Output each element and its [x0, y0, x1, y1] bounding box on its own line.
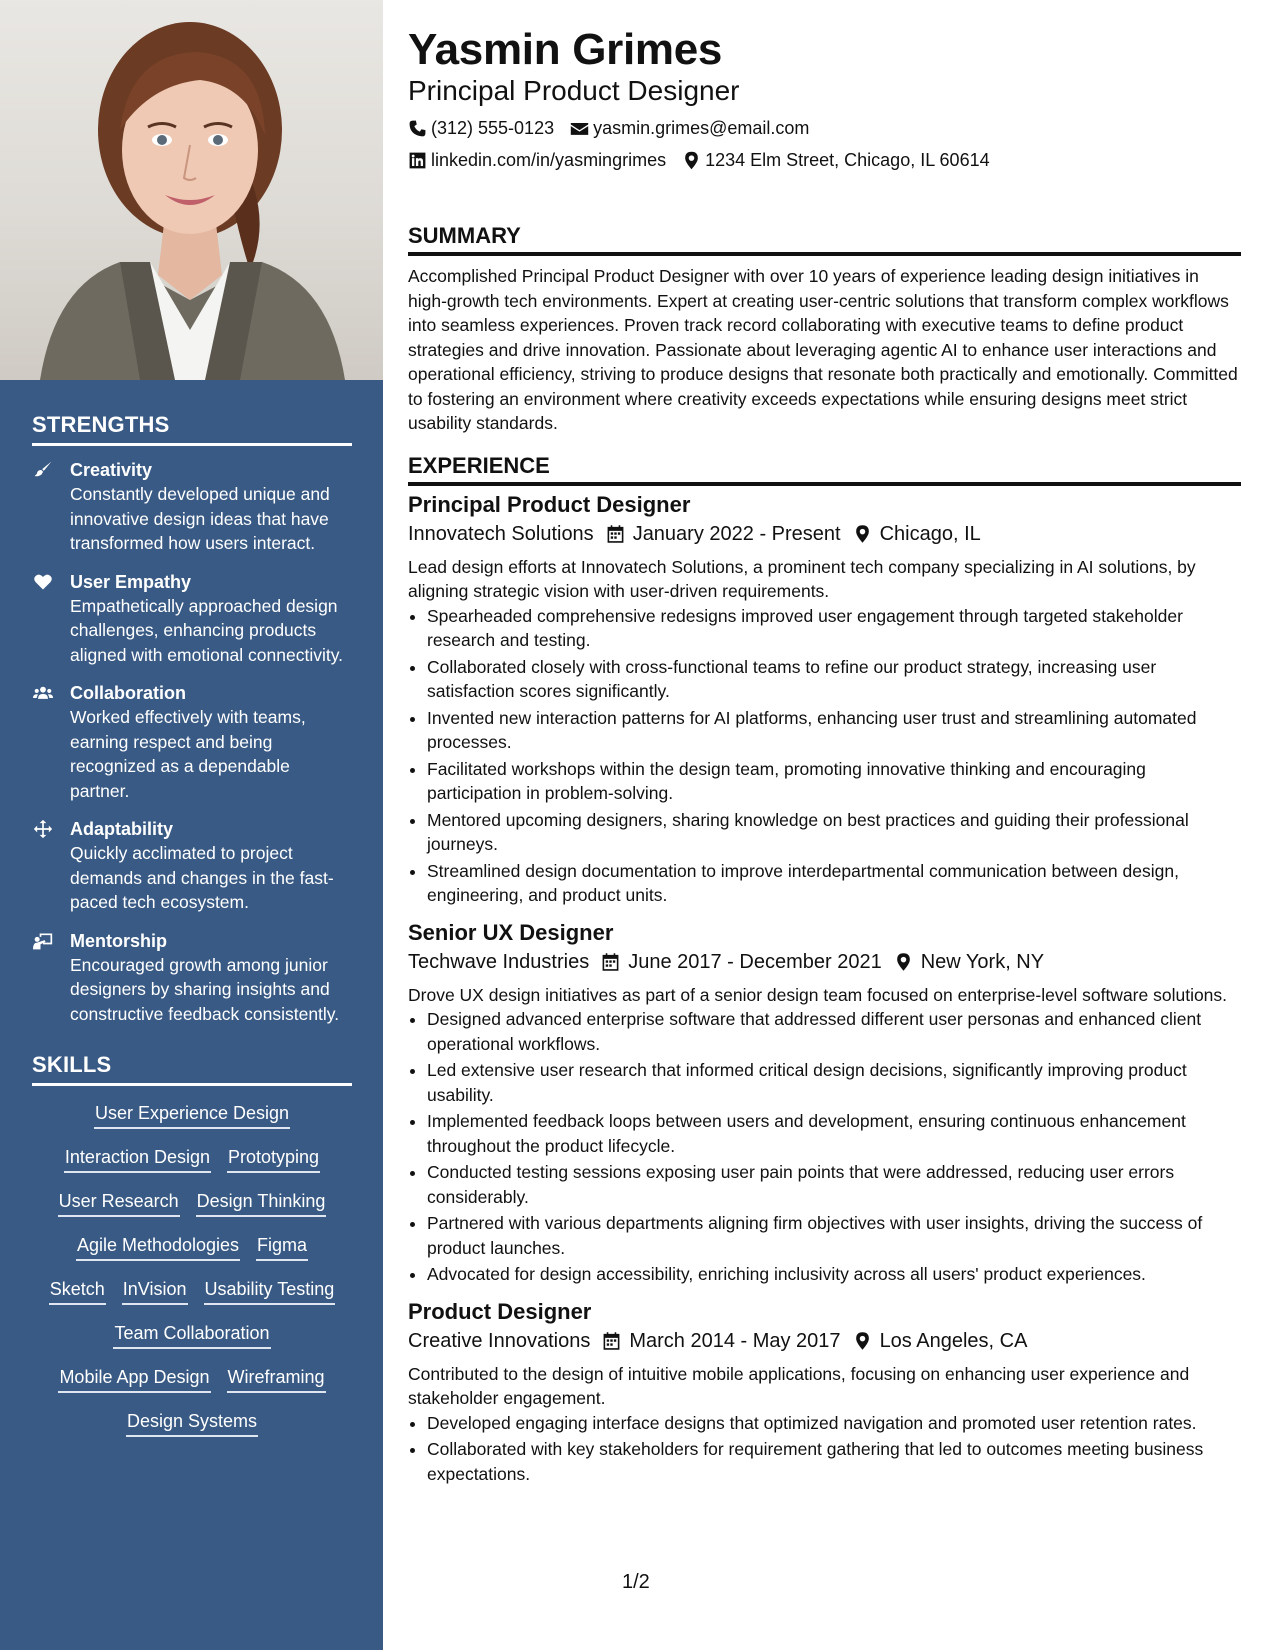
page-number: 1/2 [622, 1571, 650, 1593]
job-company: Innovatech Solutions [408, 522, 594, 545]
job-bullet: • Conducted testing sessions exposing user pain points that were addressed, reducing user errors considerably. [427, 1160, 1241, 1209]
strengths-heading: STRENGTHS [32, 412, 352, 446]
skill-tag: Team Collaboration [113, 1320, 270, 1349]
sidebar [0, 0, 383, 1650]
skill-row [32, 1364, 352, 1393]
address-text: 1234 Elm Street, Chicago, IL 60614 [705, 150, 990, 170]
strength-item [32, 570, 352, 668]
job-meta [408, 520, 1241, 548]
users-icon [32, 681, 70, 803]
strength-desc: Worked effectively with teams, earning respect and being recognized as a dependable partner. [70, 707, 306, 801]
job-description: Drove UX design initiatives as part of a senior design team focused on enterprise-level software solutions. [408, 984, 1228, 1005]
job-bullets [408, 1411, 1241, 1487]
location-pin-icon [894, 952, 913, 972]
calendar-icon [601, 952, 620, 972]
job-entry [408, 1297, 1241, 1487]
strength-item [32, 458, 352, 556]
job-dates: June 2017 - December 2021 [628, 950, 882, 973]
job-company: Creative Innovations [408, 1329, 591, 1352]
job-location: Chicago, IL [879, 522, 981, 545]
contact-row [408, 116, 1241, 140]
linkedin-icon [408, 151, 427, 170]
linkedin-contact[interactable] [408, 148, 666, 172]
strength-desc: Constantly developed unique and innovative design ideas that have transformed how users interact. [70, 484, 330, 553]
skill-tag: Sketch [49, 1276, 106, 1305]
job-title: Senior UX Designer [408, 919, 614, 945]
arrows-icon [32, 817, 70, 915]
skill-row [32, 1232, 352, 1261]
location-pin-icon [853, 1331, 872, 1351]
skills-heading: SKILLS [32, 1052, 352, 1086]
skill-tag: Design Systems [126, 1408, 258, 1437]
job-bullets [408, 1007, 1241, 1287]
strength-item [32, 681, 352, 803]
skill-tag: Agile Methodologies [76, 1232, 240, 1261]
job-entry [408, 918, 1241, 1287]
strength-title: Mentorship [70, 930, 167, 951]
job-entry [408, 490, 1241, 908]
calendar-icon [606, 524, 625, 544]
skill-tag: User Research [58, 1188, 180, 1217]
strength-title: Collaboration [70, 683, 186, 703]
phone-text: (312) 555-0123 [431, 118, 555, 138]
job-bullet: • Designed advanced enterprise software that addressed different user personas and enhanced client operational workflows. [427, 1007, 1241, 1056]
strength-title: Adaptability [70, 819, 174, 839]
job-bullet: • Invented new interaction patterns for AI platforms, enhancing user trust and streamlining automated processes. [427, 706, 1241, 755]
skill-row [32, 1408, 352, 1437]
strength-item [32, 817, 352, 915]
brush-icon [32, 458, 70, 556]
main-content [408, 0, 1241, 1496]
strength-desc: Empathetically approached design challenges, enhancing products aligned with emotional connectivity. [70, 595, 344, 665]
skill-row [32, 1144, 352, 1173]
job-location: Los Angeles, CA [879, 1329, 1028, 1352]
job-company: Techwave Industries [408, 950, 590, 973]
job-bullet: • Collaborated closely with cross-functional teams to refine our product strategy, increasing user satisfaction scores significantly. [427, 655, 1241, 704]
job-bullet: • Developed engaging interface designs that optimized navigation and promoted user retention rates. [427, 1411, 1241, 1436]
email-text[interactable]: yasmin.grimes@email.com [593, 118, 810, 138]
job-bullet: • Mentored upcoming designers, sharing knowledge on best practices and guiding their professional journeys. [427, 808, 1241, 857]
strength-title: Creativity [70, 460, 153, 480]
linkedin-text[interactable]: linkedin.com/in/yasmingrimes [431, 150, 667, 170]
strength-title: User Empathy [70, 571, 192, 592]
experience-heading: EXPERIENCE [408, 452, 1241, 486]
skill-row [32, 1276, 352, 1305]
heart-icon [32, 570, 70, 668]
job-title: Principal Product Designer [408, 491, 691, 517]
contact-row [408, 148, 1241, 172]
job-bullet: • Spearheaded comprehensive redesigns improved user engagement through targeted stakeholder research and testing. [427, 604, 1241, 653]
job-bullet: • Facilitated workshops within the design team, promoting innovative thinking and encouraging participation in problem-solving. [427, 757, 1241, 806]
skill-row [32, 1320, 352, 1349]
job-title: Product Designer [408, 1298, 592, 1324]
job-description: Contributed to the design of intuitive mobile applications, focusing on enhancing user experience and stakeholder engagement. [408, 1363, 1190, 1408]
job-location: New York, NY [920, 950, 1045, 973]
strength-desc: Quickly acclimated to project demands and changes in the fast-paced tech ecosystem. [70, 843, 334, 912]
job-bullet: • Collaborated with key stakeholders for requirement gathering that led to outcomes meeting business expectations. [427, 1437, 1241, 1486]
job-bullet: • Led extensive user research that informed critical design decisions, significantly improving product usability. [427, 1058, 1241, 1107]
skill-row [32, 1188, 352, 1217]
skill-tag: Wireframing [227, 1364, 326, 1393]
job-bullet: • Implemented feedback loops between users and development, ensuring continuous enhancement throughout the product lifecycle. [427, 1109, 1241, 1158]
mentor-icon [32, 929, 70, 1027]
skill-tag: Figma [256, 1232, 308, 1261]
skill-tag: Mobile App Design [58, 1364, 210, 1393]
skill-tag: Interaction Design [64, 1144, 211, 1173]
job-bullet: • Partnered with various departments aligning firm objectives with user insights, driving the success of product launches. [427, 1211, 1241, 1260]
profile-photo [0, 0, 383, 380]
skill-tag: Prototyping [227, 1144, 320, 1173]
strength-desc: Encouraged growth among junior designers by sharing insights and constructive feedback consistently. [70, 954, 340, 1024]
candidate-title: Principal Product Designer [408, 75, 740, 106]
job-bullet: • Streamlined design documentation to improve interdepartmental communication between design, engineering, and product units. [427, 859, 1241, 908]
job-meta [408, 948, 1241, 976]
summary-heading: SUMMARY [408, 222, 1241, 256]
job-bullet: • Advocated for design accessibility, enriching inclusivity across all users' product experiences. [427, 1262, 1241, 1287]
job-meta [408, 1327, 1241, 1355]
strength-item [32, 929, 352, 1027]
skill-tag: Design Thinking [196, 1188, 327, 1217]
email-contact[interactable] [570, 116, 809, 140]
calendar-icon [602, 1331, 621, 1351]
job-dates: March 2014 - May 2017 [629, 1329, 841, 1352]
phone-contact [408, 116, 554, 140]
candidate-name: Yasmin Grimes [408, 25, 723, 74]
job-dates: January 2022 - Present [632, 522, 841, 545]
skill-tag: Usability Testing [204, 1276, 336, 1305]
job-bullets [408, 604, 1241, 908]
skill-row [32, 1100, 352, 1129]
address-contact [682, 148, 990, 172]
location-pin-icon [853, 524, 872, 544]
location-pin-icon [682, 151, 701, 170]
job-description: Lead design efforts at Innovatech Solutions, a prominent tech company specializing in AI solutions, by aligning strategic vision with user-driven requirements. [408, 556, 1196, 601]
phone-icon [408, 119, 427, 138]
skill-tag: User Experience Design [94, 1100, 290, 1129]
skill-tag: InVision [122, 1276, 188, 1305]
envelope-icon [570, 119, 589, 138]
summary-text: Accomplished Principal Product Designer with over 10 years of experience leading design initiatives in high-growth tech environments. Expert at creating user-centric solutions that transform complex workflows into seamless experiences. Proven track record collaborating with executive teams to define product strategies and drive innovation. Passionate about leveraging agentic AI to enhance user interactions and operational efficiency, striving to produce designs that resonate both practically and emotionally. Committed to fostering an environment where creativity exceeds expectations while ensuring designs meet strict usability standards. [408, 266, 1238, 433]
